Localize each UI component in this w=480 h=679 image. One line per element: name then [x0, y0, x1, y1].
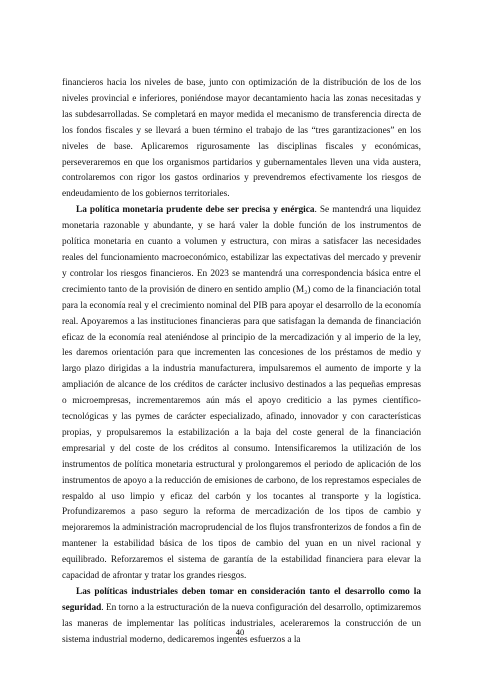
paragraph-heading: Las políticas industriales deben tomar en consideración tanto el desarrollo como la seguridad	[62, 587, 421, 613]
paragraph-text: financieros hacia los niveles de base, junto con optimización de la distribución de los de los niveles provincial e inferiores, poniéndose mayor decantamiento hacia las zonas necesitadas y las subdesarrolladas. Se completará en mayor medida el mecanismo de transferencia directa de los fondos fiscales y se llevará a buen término el trabajo de las “tres garantizaciones” en los niveles de base. Aplicaremos rigurosamente las disciplinas fiscales y económicas, perseveraremos en que los organismos partidarios y gubernamentales lleven una vida austera, controlaremos con rigor los gastos ordinarios y prevendremos efectivamente los riesgos de endeudamiento de los gobiernos territoriales.	[62, 78, 421, 200]
paragraph-text: . Se mantendrá una liquidez monetaria razonable y abundante, y se hará valer la doble función de los instrumentos de política monetaria en cuanto a volumen y estructura, con miras a satisfacer las necesidades reales del funcionamiento macroeconómico, estabilizar las expectativas del mercado y prevenir y controlar los riesgos financieros. En 2023 se mantendrá una correspondencia básica entre el crecimiento tanto de la provisión de dinero en sentido amplio (M₂) como de la financiación total para la economía real y el crecimiento nominal del PIB para apoyar el desarrollo de la economía real. Apoyaremos a las instituciones financieras para que satisfagan la demanda de financiación eficaz de la economía real ateniéndose al principio de la mercadización y al imperio de la ley, les daremos orientación para que incrementen las concesiones de los préstamos de medio y largo plazo dirigidas a la industria manufacturera, impulsaremos el aumento de importe y la ampliación de alcance de los créditos de carácter inclusivo destinados a las pequeñas empresas o microempresas, incrementaremos aún más el apoyo crediticio a las pymes científico-tecnológicas y las pymes de carácter especializado, afinado, innovador y con características propias, y propulsaremos la estabilización a la baja del coste general de la financiación empresarial y del coste de los créditos al consumo. Intensificaremos la utilización de los instrumentos de política monetaria estructural y prolongaremos el periodo de aplicación de los instrumentos de apoyo a la reducción de emisiones de carbono, de los represtamos especiales de respaldo al uso limpio y eficaz del carbón y los tocantes al transporte y la logística. Profundizaremos a paso seguro la reforma de mercadización de los tipos de cambio y mejoraremos la administración macroprudencial de los flujos transfronterizos de fondos a fin de mantener la estabilidad básica de los tipos de cambio del yuan en un nivel racional y equilibrado. Reforzaremos el sistema de garantía de la estabilidad financiera para elevar la capacidad de afrontar y tratar los grandes riesgos.	[62, 205, 421, 582]
paragraph-heading: La política monetaria prudente debe ser precisa y enérgica	[76, 205, 315, 216]
paragraph-monetary-policy	[62, 203, 421, 585]
paragraph-text: . En torno a la estructuración de la nueva configuración del desarrollo, optimizaremos las maneras de implementar las políticas industriales, aceleraremos la construcción de un sistema industrial moderno, dedicaremos ingentes esfuerzos a la	[62, 602, 421, 645]
paragraph-fiscal-continuation	[62, 76, 421, 203]
page-number: 40	[235, 627, 245, 637]
paragraph-industrial-policy	[62, 585, 421, 649]
body-text	[62, 76, 421, 649]
